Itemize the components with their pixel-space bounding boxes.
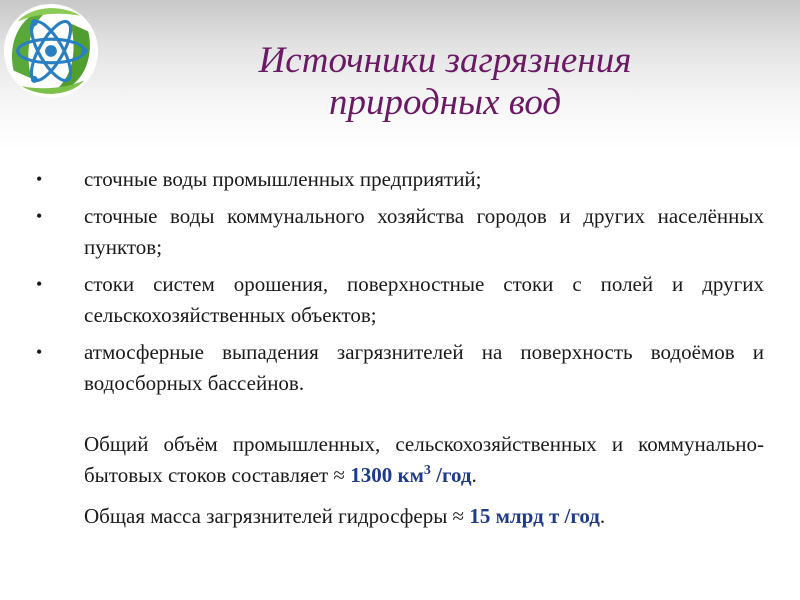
bullet-item xyxy=(36,164,764,195)
atom-leaf-logo-icon xyxy=(2,2,100,100)
slide-title xyxy=(150,40,740,124)
total-volume-paragraph xyxy=(36,429,764,491)
bullet-text: атмосферные выпадения загрязнителей на поверхность водоёмов и водосборных бассейнов. xyxy=(84,340,764,395)
total-volume-unit: /год xyxy=(430,463,472,487)
total-volume-text: Общий объём промышленных, сельскохозяйственных и коммунально-бытовых стоков составляет ≈ xyxy=(84,432,764,487)
bullet-icon: • xyxy=(36,342,43,362)
pollutant-mass-value: 15 млрд т /год xyxy=(469,504,600,528)
pollutant-mass-end: . xyxy=(599,504,606,528)
bullet-icon: • xyxy=(36,274,43,294)
pollutant-mass-paragraph xyxy=(36,501,764,532)
bullet-icon: • xyxy=(36,169,43,189)
bullet-text: сточные воды промышленных предприятий; xyxy=(84,167,482,191)
bullet-text: сточные воды коммунального хозяйства городов и других населённых пунктов; xyxy=(84,204,764,259)
bullet-item xyxy=(36,201,764,263)
slide-title-line-2: природных вод xyxy=(328,82,562,123)
bullet-list xyxy=(36,164,764,399)
total-volume-number: 1300 км xyxy=(350,463,424,487)
bullet-item xyxy=(36,269,764,331)
total-volume-exponent: 3 xyxy=(423,463,431,478)
slide-content xyxy=(36,164,764,532)
total-volume-value xyxy=(350,463,471,487)
total-volume-end: . xyxy=(471,463,477,487)
bullet-item xyxy=(36,337,764,399)
bullet-icon: • xyxy=(36,206,43,226)
bullet-text: стоки систем орошения, поверхностные стоки с полей и других сельскохозяйственных объектов; xyxy=(84,272,764,327)
slide-title-line-1: Источники загрязнения xyxy=(258,40,632,81)
pollutant-mass-text: Общая масса загрязнителей гидросферы ≈ xyxy=(84,504,470,528)
